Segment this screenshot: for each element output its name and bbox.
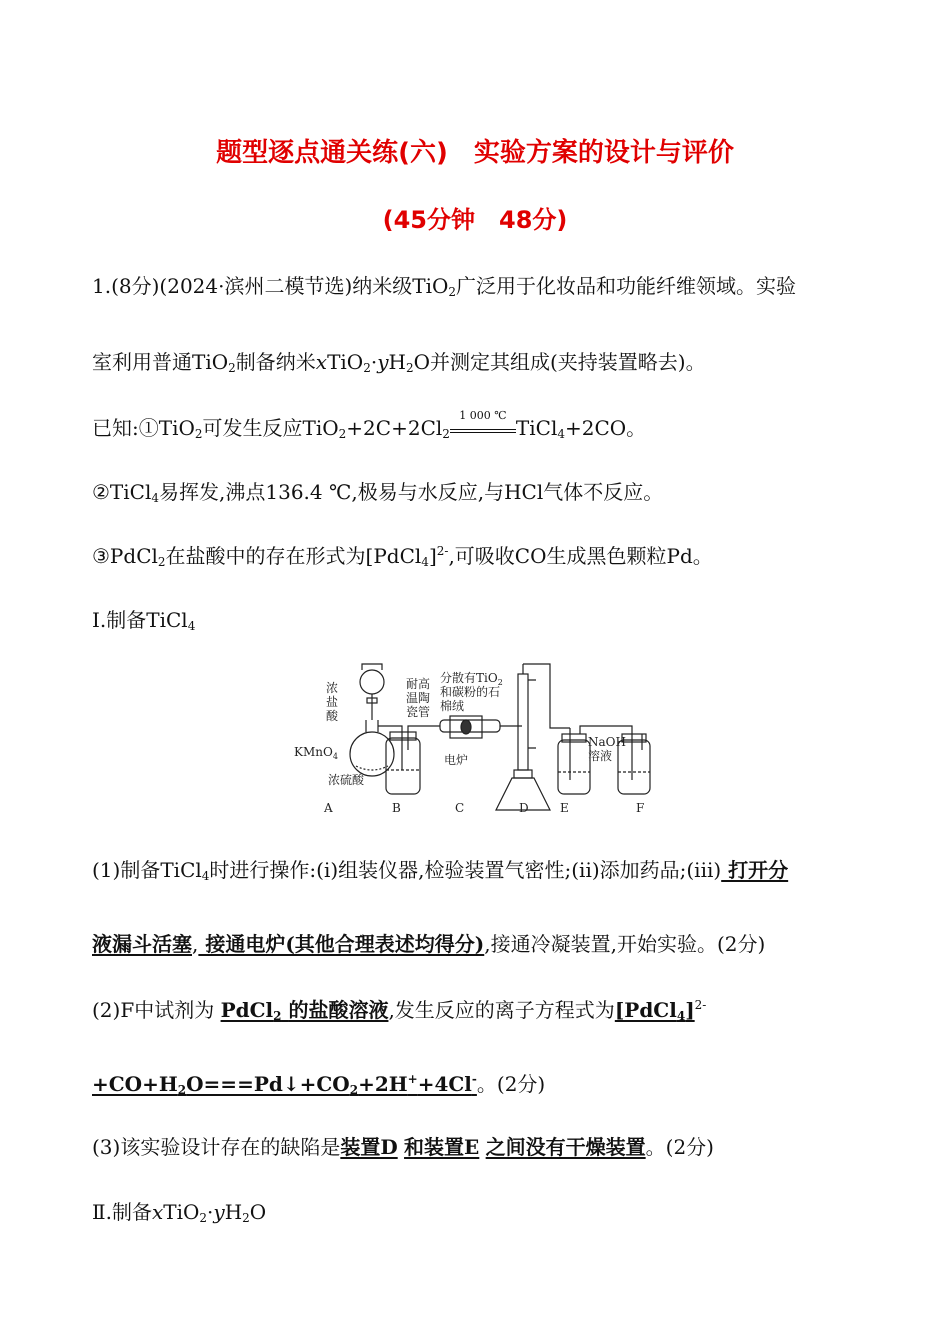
label-letter-d: D	[519, 801, 529, 815]
label-conc-hcl-1: 浓	[326, 681, 339, 695]
q1-intro-line1: 1.(8分)(2024·滨州二模节选)纳米级TiO$_2$广泛用于化妆品和功能纤维领域。实验	[92, 274, 797, 299]
label-letter-b: B	[392, 801, 401, 815]
label-asbestos-1: 分散有TiO$_2$	[440, 671, 503, 687]
label-naoh-2: 溶液	[588, 749, 613, 763]
answer-1b: 液漏斗活塞	[92, 932, 192, 956]
sub-question-2-line2: $+CO+H_2O===Pd↓+CO_2+2H^++4Cl^-$。(2分)	[92, 1072, 546, 1097]
label-letter-e: E	[560, 801, 569, 815]
stopper-b	[390, 732, 416, 740]
label-asbestos-3: 棉绒	[440, 699, 465, 713]
page-subtitle: (45分钟 48分)	[382, 206, 568, 234]
funnel-neck	[362, 664, 382, 670]
condenser	[518, 674, 528, 770]
page-title: 题型逐点通关练(六) 实验方案的设计与评价	[216, 138, 734, 168]
label-asbestos-2: 和碳粉的石	[440, 685, 501, 699]
answer-3b: 和装置E	[404, 1135, 480, 1159]
label-conc-hcl-2: 盐	[326, 695, 339, 709]
answer-2a: PdCl$_2$ 的盐酸溶液	[220, 998, 389, 1023]
part2-heading: Ⅱ.制备$xTiO_2\cdot yH_2O$	[92, 1200, 267, 1225]
apparatus-diagram	[290, 660, 660, 820]
label-letter-c: C	[455, 801, 465, 815]
label-letter-a: A	[324, 801, 333, 815]
label-naoh-1: NaOH	[588, 735, 626, 749]
known-condition-1: 已知:①TiO$_2$可发生反应$TiO_2+2C+2Cl_2$ 1 000 ℃ TiCl$_4$+2CO。	[92, 408, 647, 441]
label-porcelain-2: 温陶	[406, 691, 431, 705]
label-porcelain-3: 瓷管	[406, 705, 431, 719]
label-conc-hcl-3: 酸	[326, 709, 339, 723]
answer-2b-part2: $+CO+H_2O===Pd↓+CO_2+2H^++4Cl^-$	[92, 1072, 477, 1097]
sub-question-1-line1: (1)制备TiCl$_4$时进行操作:(i)组装仪器,检验装置气密性;(ii)添加药品;(iii) 打开分	[92, 858, 789, 883]
label-porcelain-1: 耐高	[406, 677, 431, 691]
reaction-condition-equals: 1 000 ℃	[450, 420, 516, 440]
part1-heading: Ⅰ.制备TiCl$_4$	[92, 608, 196, 633]
q1-intro-line2: 室利用普通TiO$_2$制备纳米$xTiO_2\cdot yH_2O$并测定其组成(夹持装置略去)。	[92, 350, 706, 375]
sub-question-3: (3)该实验设计存在的缺陷是装置D 和装置E 之间没有干燥装置。(2分)	[92, 1135, 714, 1159]
answer-1c: 接通电炉(其他合理表述均得分)	[198, 932, 485, 956]
answer-2b-part1: [PdCl$_4$]	[614, 998, 695, 1023]
known-condition-2: ②TiCl$_4$易挥发,沸点136.4 ℃,极易与水反应,与HCl气体不反应。	[92, 480, 664, 505]
answer-3c: 之间没有干燥装置	[485, 1135, 646, 1159]
answer-3a: 装置D	[340, 1135, 398, 1159]
bottle-e	[558, 740, 590, 794]
apparatus-figure	[290, 660, 660, 820]
separatory-funnel	[360, 670, 384, 694]
answer-1a: 打开分	[721, 858, 789, 882]
label-kmno4: KMnO$_4$	[294, 745, 338, 761]
label-conc-h2so4: 浓硫酸	[328, 773, 365, 787]
sub-question-1-line2: 液漏斗活塞, 接通电炉(其他合理表述均得分),接通冷凝装置,开始实验。(2分)	[92, 932, 766, 956]
label-letter-f: F	[636, 801, 645, 815]
label-furnace: 电炉	[444, 753, 469, 767]
known-condition-3: ③PdCl$_2$在盐酸中的存在形式为[PdCl$_4$]$^{2-}$,可吸收CO生成黑色颗粒Pd。	[92, 544, 713, 569]
sub-question-2-line1: (2)F中试剂为 PdCl$_2$ 的盐酸溶液,发生反应的离子方程式为[PdCl$_4$]$^{2-}$	[92, 998, 707, 1023]
